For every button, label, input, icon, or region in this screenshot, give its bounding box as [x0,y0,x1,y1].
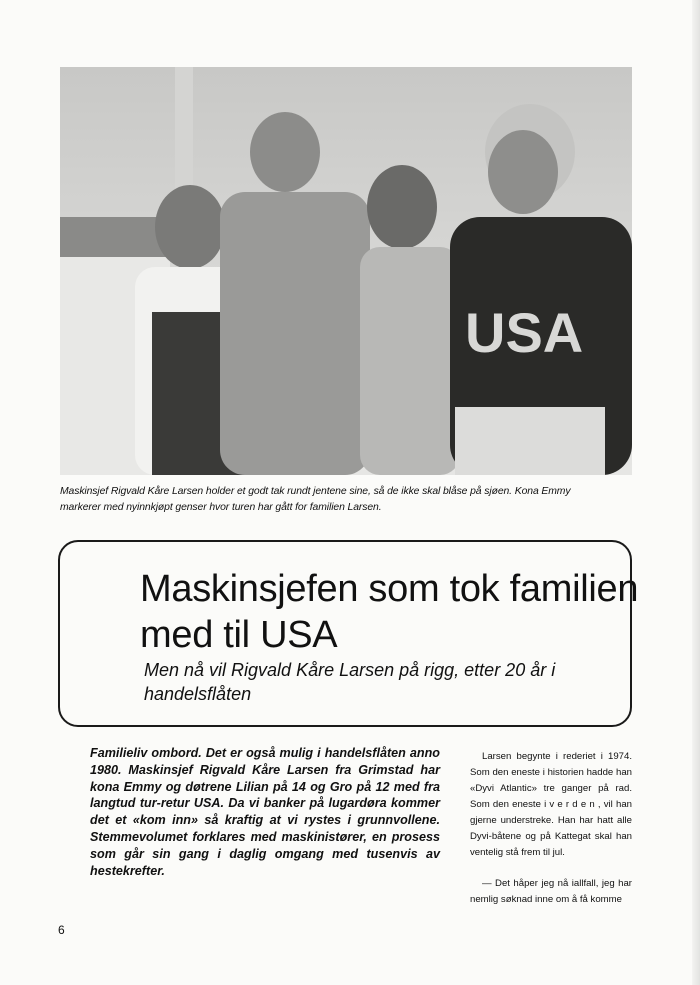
page-edge [692,0,700,985]
headline-box [58,540,639,727]
lead-paragraph: Familieliv ombord. Det er også mulig i handelsflåten anno 1980. Maskinsjef Rigvald Kåre Larsen fra Grimstad har kona Emmy og døtrene Lilian på 14 og Gro på 12 med fra langtud tur-retur USA. Da vi banker på lugardøra kommer det et «kom inn» så kraftig at vi rystes i grunnvollene. Stemmevolumet forklares med maskinistører, en prosess som går sin gang i daglig omgang med tusenvis av hestekrefter. [90,746,440,878]
body-paragraph-1: Larsen begynte i rederiet i 1974. Som den eneste i historien hadde han «Dyvi Atlantic» tre ganger på rad. Som den eneste i v e r d e n , vil han gjerne understreke. Han har hatt alle Dyvi-båtene og på Kattegat skal han ventelig stå frem til jul. [470,751,632,858]
body-column [470,749,632,923]
caption-line-1: Maskinsjef Rigvald Kåre Larsen holder et godt tak rundt jentene sine, så de ikke skal blåse på sjøen. Kona Emmy [60,486,571,497]
family-photo [60,67,632,475]
article-title: Maskinsjefen som tok familien med til USA [140,568,639,656]
article-subtitle: Men nå vil Rigvald Kåre Larsen på rigg, etter 20 år i handelsflåten [144,660,556,704]
photo-caption [60,484,640,516]
caption-line-2: markerer med nyinnkjøpt genser hvor turen har gått for familien Larsen. [60,502,382,513]
usa-shirt-text: USA [465,301,584,364]
page-number: 6 [58,923,65,937]
body-paragraph-2: — Det håper jeg nå iallfall, jeg har nemlig søknad inne om å få komme [470,878,632,905]
